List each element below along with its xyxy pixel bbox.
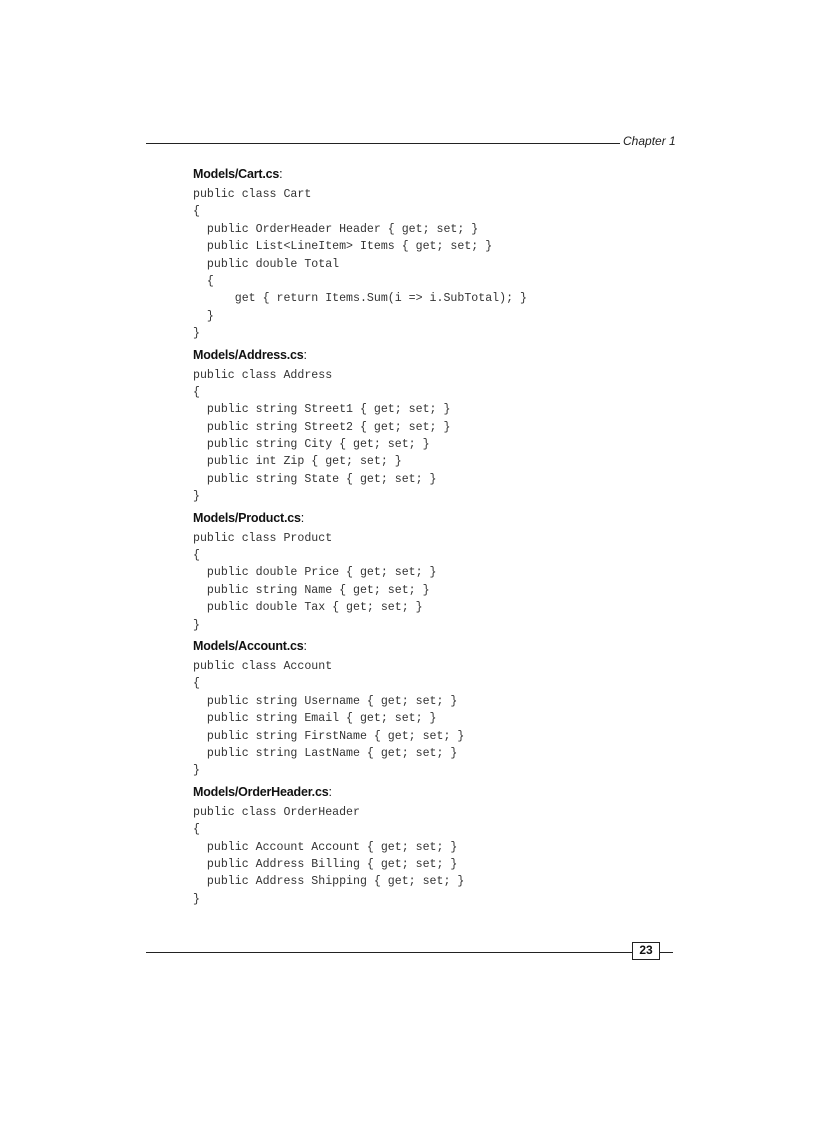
code-block — [193, 804, 673, 908]
page-content — [193, 166, 673, 912]
footer-rule — [146, 952, 632, 953]
code-line: public int Zip { get; set; } — [193, 455, 402, 469]
file-heading — [193, 510, 673, 526]
header-rule — [146, 143, 620, 144]
code-block — [193, 186, 673, 343]
file-name: Models/Address.cs — [193, 347, 304, 362]
heading-colon: : — [303, 347, 307, 362]
code-line: { — [193, 823, 200, 837]
code-section — [193, 638, 673, 780]
code-line: public string Street1 { get; set; } — [193, 403, 451, 417]
chapter-label: Chapter 1 — [623, 134, 676, 148]
code-line: public string LastName { get; set; } — [193, 746, 458, 760]
code-line: get { return Items.Sum(i => i.SubTotal); } — [193, 292, 527, 306]
code-section — [193, 784, 673, 908]
file-heading — [193, 166, 673, 182]
code-line: public string Name { get; set; } — [193, 583, 430, 597]
heading-colon: : — [303, 638, 307, 653]
code-line: public class Account — [193, 659, 333, 673]
code-block — [193, 658, 673, 780]
code-line: public OrderHeader Header { get; set; } — [193, 222, 479, 236]
code-line: public string Street2 { get; set; } — [193, 420, 451, 434]
code-line: public Account Account { get; set; } — [193, 840, 458, 854]
code-line: { — [193, 549, 200, 563]
code-section — [193, 347, 673, 506]
code-line: } — [193, 490, 200, 504]
code-line: } — [193, 327, 200, 341]
code-line: public string FirstName { get; set; } — [193, 729, 465, 743]
code-line: public string Username { get; set; } — [193, 694, 458, 708]
heading-colon: : — [279, 167, 283, 181]
code-line: { — [193, 385, 200, 399]
code-line: } — [193, 764, 200, 778]
code-line: public double Tax { get; set; } — [193, 601, 423, 615]
code-line: public class Address — [193, 368, 333, 382]
file-name: Models/Cart.cs — [193, 167, 280, 181]
code-block — [193, 367, 673, 506]
page-number: 23 — [632, 942, 660, 960]
code-line: } — [193, 892, 200, 906]
code-section — [193, 166, 673, 343]
code-section — [193, 510, 673, 634]
heading-colon: : — [300, 510, 305, 525]
file-name: Models/Account.cs — [193, 638, 304, 653]
file-name: Models/Product.cs — [193, 510, 301, 525]
code-line: public List<LineItem> Items { get; set; } — [193, 240, 493, 254]
heading-colon: : — [328, 784, 332, 799]
code-line: public Address Billing { get; set; } — [193, 857, 458, 871]
code-line: public Address Shipping { get; set; } — [193, 875, 465, 889]
file-heading — [193, 784, 673, 800]
code-line: public string Email { get; set; } — [193, 712, 437, 726]
code-line: public class Cart — [193, 188, 312, 201]
code-line: public string State { get; set; } — [193, 472, 437, 486]
code-line: public string City { get; set; } — [193, 438, 430, 452]
code-line: { — [193, 205, 200, 219]
code-line: public class OrderHeader — [193, 805, 360, 819]
code-line: public class Product — [193, 531, 333, 545]
code-line: } — [193, 618, 200, 632]
code-block — [193, 530, 673, 634]
code-line: { — [193, 677, 200, 691]
code-line: public double Price { get; set; } — [193, 566, 437, 580]
code-line: } — [193, 309, 214, 323]
file-heading — [193, 638, 673, 654]
footer-rule-end — [660, 952, 673, 953]
file-name: Models/OrderHeader.cs — [193, 784, 329, 799]
code-line: public double Total — [193, 257, 340, 271]
code-line: { — [193, 274, 214, 288]
file-heading — [193, 347, 673, 363]
